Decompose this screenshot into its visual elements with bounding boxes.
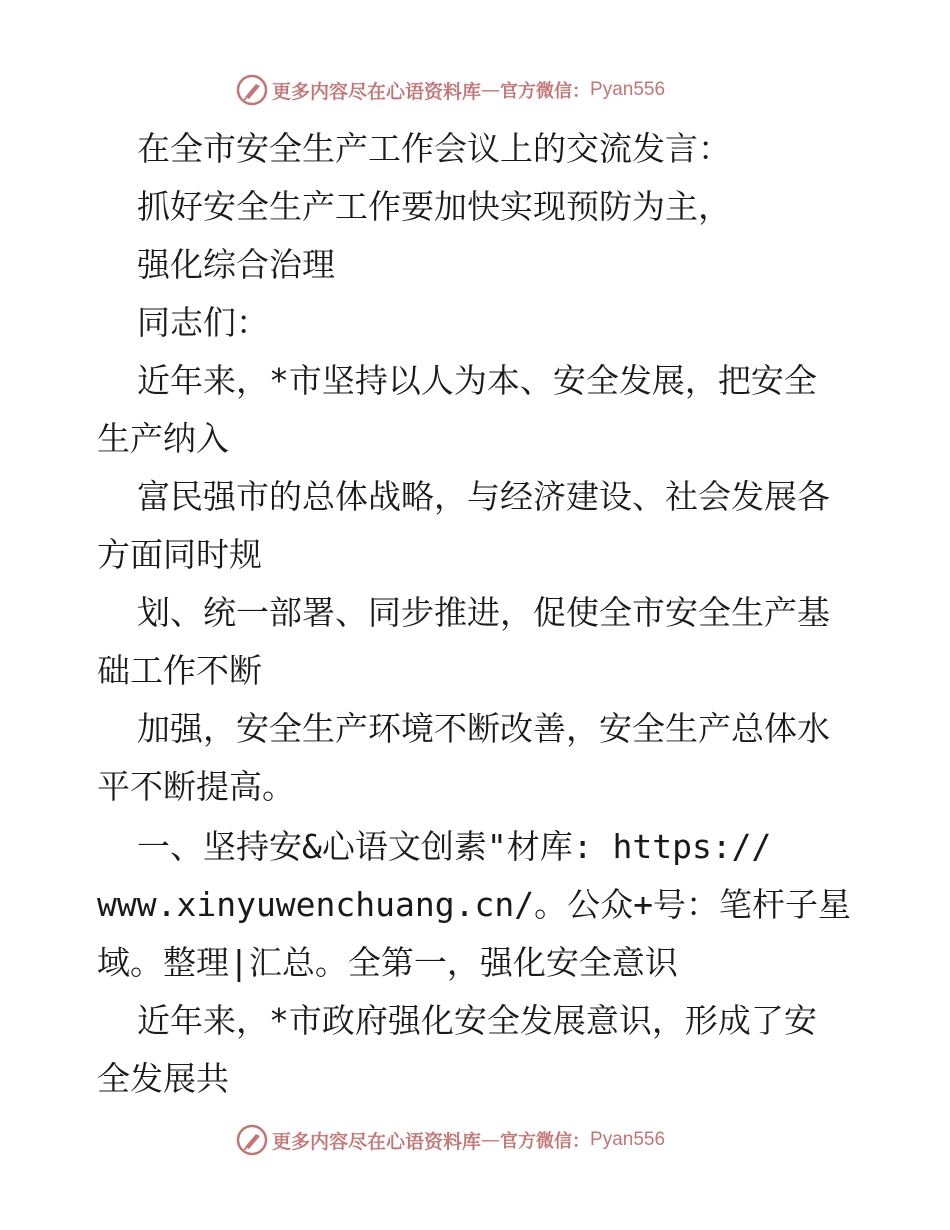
watermark-wechat-id: Pyan556 — [590, 79, 666, 100]
header-watermark — [236, 72, 665, 108]
watermark-dash: — — [481, 79, 501, 101]
text-line: 抓好安全生产工作要加快实现预防为主， — [137, 187, 731, 226]
text-line: 近年来，*市政府强化安全发展意识，形成了安 — [137, 1001, 817, 1040]
text-line: 域。整理|汇总。全第一，强化安全意识 — [97, 943, 678, 982]
quill-pen-logo-icon — [236, 74, 268, 106]
text-line: 同志们： — [137, 303, 269, 342]
text-line: www.xinyuwenchuang.cn/。公众+号：笔杆子星 — [97, 885, 851, 924]
watermark-sub-text: 官方微信： — [500, 81, 591, 102]
watermark-main-text: 更多内容尽在心语资料库 — [272, 1130, 482, 1153]
text-line: 划、统一部署、同步推进，促使全市安全生产基 — [137, 593, 830, 632]
text-line: 平不断提高。 — [97, 767, 295, 806]
text-line: 一、坚持安&心语文创素"材库: https:// — [137, 827, 772, 866]
text-line: 全发展共 — [97, 1059, 229, 1098]
text-line: 强化综合治理 — [137, 245, 335, 284]
text-line: 础工作不断 — [97, 651, 262, 690]
watermark-dash: — — [481, 1129, 501, 1151]
text-line: 生产纳入 — [97, 419, 229, 458]
footer-watermark — [236, 1122, 665, 1158]
text-line: 加强，安全生产环境不断改善，安全生产总体水 — [137, 709, 830, 748]
quill-pen-logo-icon — [236, 1124, 268, 1156]
watermark-main-text: 更多内容尽在心语资料库 — [272, 80, 482, 103]
watermark-wechat-id: Pyan556 — [590, 1129, 666, 1150]
watermark-sub-text: 官方微信： — [500, 1131, 591, 1152]
text-line: 富民强市的总体战略，与经济建设、社会发展各 — [137, 477, 830, 516]
text-line: 方面同时规 — [97, 535, 262, 574]
text-line: 近年来，*市坚持以人为本、安全发展，把安全 — [137, 361, 817, 400]
text-line: 在全市安全生产工作会议上的交流发言： — [137, 129, 731, 168]
